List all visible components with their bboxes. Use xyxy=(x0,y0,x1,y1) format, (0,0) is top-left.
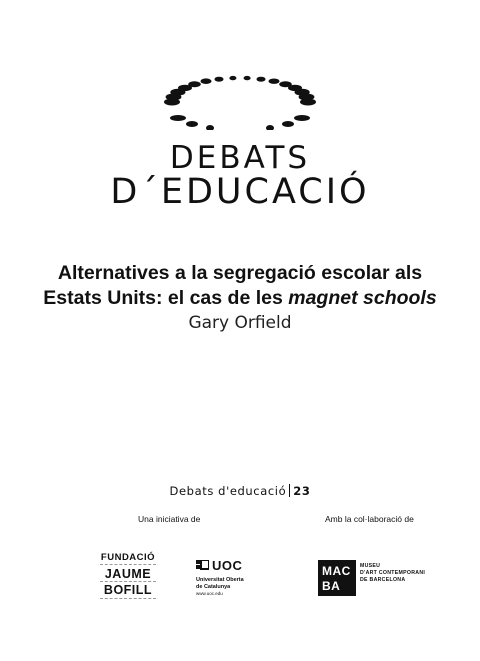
fjb-logo-line-1: FUNDACIÓ xyxy=(100,552,156,563)
brand-title-debats: DEBATS xyxy=(169,140,311,176)
logo-ring-dot xyxy=(266,125,274,130)
series-separator xyxy=(289,484,290,497)
macba-box-line-1: MAC xyxy=(322,564,351,578)
logo-ring-dot xyxy=(257,77,266,82)
macba-box-line-2: BA xyxy=(322,579,341,593)
uoc-mark-icon xyxy=(196,560,209,572)
fjb-logo-line-2: JAUME xyxy=(104,567,152,581)
fjb-scribble-3 xyxy=(100,598,156,600)
logo-ring-dot xyxy=(215,77,224,82)
series-number: 23 xyxy=(293,484,311,498)
logo-ring-dot xyxy=(269,79,280,84)
logo-ring-dot xyxy=(201,78,212,84)
macba-text-line-3: DE BARCELONA xyxy=(360,577,406,583)
debats-logo-ring-icon xyxy=(160,66,320,130)
fjb-logo-line-3: BOFILL xyxy=(103,583,153,597)
fjb-scribble-1 xyxy=(100,564,156,566)
logo-ring-dot xyxy=(282,121,294,127)
macba-logo-box xyxy=(318,560,356,596)
fundacio-jaume-bofill-logo xyxy=(98,552,158,602)
logo-ring-dot xyxy=(294,115,310,121)
macba-text-line-2: D'ART CONTEMPORANI xyxy=(360,570,426,576)
author-name: Gary Orfield xyxy=(188,313,292,333)
logo-ring-dot xyxy=(206,125,214,130)
uoc-logo xyxy=(194,558,252,600)
document-title-line-1: Alternatives a la segregació escolar als xyxy=(57,262,423,284)
macba-logo-text xyxy=(360,563,450,584)
uoc-logo-url: www.uoc.edu xyxy=(196,591,223,596)
series-label xyxy=(0,484,480,498)
brand-title-educacio: D´EDUCACIÓ xyxy=(110,172,370,212)
document-title-italic-term: magnet schools xyxy=(288,287,437,309)
uoc-subtitle-line-1: Universitat Oberta xyxy=(196,577,244,583)
document-title-line-2 xyxy=(0,287,480,310)
logo-ring-dot xyxy=(186,121,198,127)
logo-ring-dot xyxy=(244,76,251,80)
uoc-subtitle-line-2: de Catalunya xyxy=(196,583,231,590)
logo-ring-dot xyxy=(300,99,316,106)
collaboration-label: Amb la col·laboració de xyxy=(325,514,414,524)
series-name: Debats d'educació xyxy=(169,484,287,498)
initiative-label: Una iniciativa de xyxy=(138,514,201,524)
document-title-line-2-text: Estats Units: el cas de les xyxy=(43,287,283,309)
uoc-logo-name: UOC xyxy=(212,558,243,573)
macba-text-line-1: MUSEU xyxy=(360,563,381,569)
logo-ring-dot xyxy=(229,76,236,80)
uoc-logo-subtitle xyxy=(196,577,244,590)
logo-ring-dot xyxy=(170,115,186,121)
logo-ring-dot xyxy=(188,81,201,87)
